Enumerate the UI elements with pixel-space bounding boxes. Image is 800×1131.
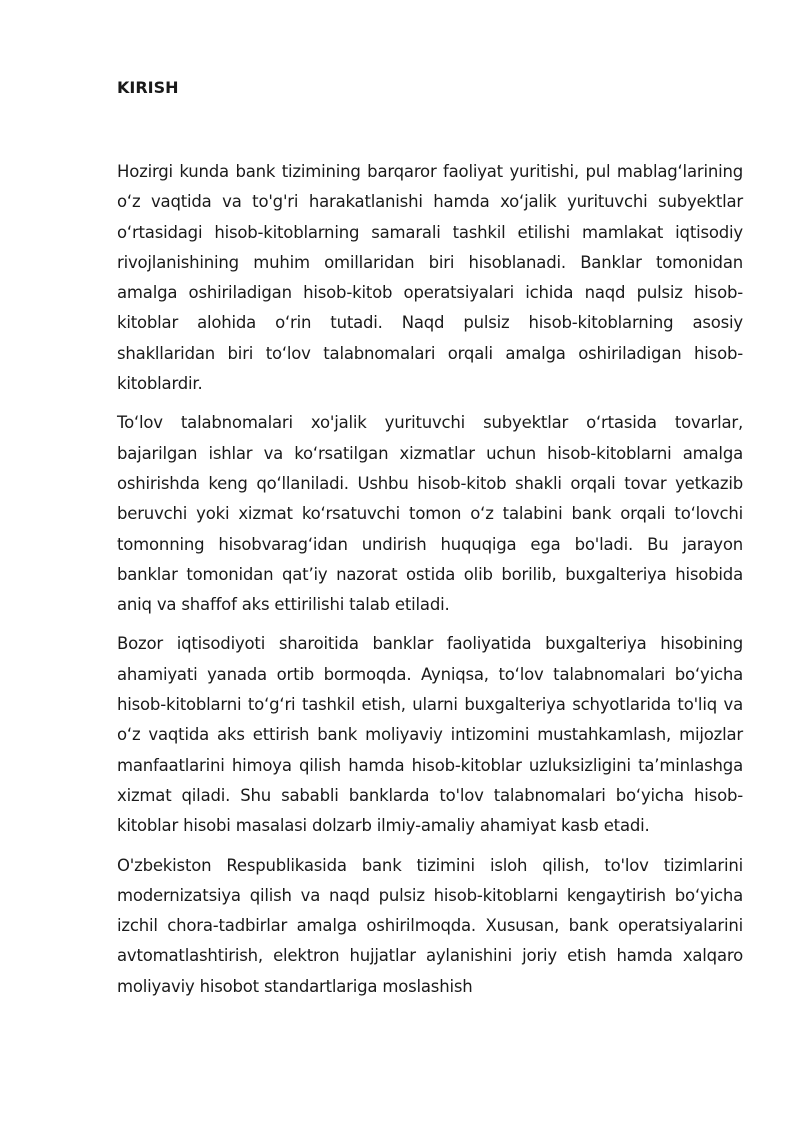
section-heading: KIRISH bbox=[117, 78, 179, 97]
paragraph: Bozor iqtisodiyoti sharoitida banklar faoliyatida buxgalteriya hisobining ahamiyati yanada ortib bormoqda. Ayniqsa, to‘lov talabnomalari bo‘yicha hisob-kitoblarni to‘g‘ri tashkil etish, ularni buxgalteriya schyotlarida to'liq va o‘z vaqtida aks ettirish bank moliyaviy intizomini mustahkamlash, mijozlar manfaatlarini himoya qilish hamda hisob-kitoblar uzluksizligini ta’minlashga xizmat qiladi. Shu sababli banklarda to'lov talabnomalari bo‘yicha hisob-kitoblar hisobi masalasi dolzarb ilmiy-amaliy ahamiyat kasb etadi. bbox=[117, 634, 743, 836]
paragraph: To‘lov talabnomalari xo'jalik yurituvchi subyektlar o‘rtasida tovarlar, bajarilgan ishlar va ko‘rsatilgan xizmatlar uchun hisob-kitoblarni amalga oshirishda keng qo‘llaniladi. Ushbu hisob-kitob shakli orqali tovar yetkazib beruvchi yoki xizmat ko‘rsatuvchi tomon o‘z talabini bank orqali to‘lovchi tomonning hisobvarag‘idan undirish huquqiga ega bo'ladi. Bu jarayon banklar tomonidan qat’iy nazorat ostida olib borilib, buxgalteriya hisobida aniq va shaffof aks ettirilishi talab etiladi. bbox=[117, 413, 743, 615]
paragraph: Hozirgi kunda bank tizimining barqaror faoliyat yuritishi, pul mablag‘larining o‘z vaqtida va to'g'ri harakatlanishi hamda xo‘jalik yurituvchi subyektlar o‘rtasidagi hisob-kitoblarning samarali tashkil etilishi mamlakat iqtisodiy rivojlanishining muhim omillaridan biri hisoblanadi. Banklar tomonidan amalga oshiriladigan hisob-kitob operatsiyalari ichida naqd pulsiz hisob-kitoblar alohida o‘rin tutadi. Naqd pulsiz hisob-kitoblarning asosiy shakllaridan biri to‘lov talabnomalari orqali amalga oshiriladigan hisob-kitoblardir. bbox=[117, 162, 743, 394]
body-text bbox=[117, 157, 743, 1011]
paragraph: O'zbekiston Respublikasida bank tizimini isloh qilish, to'lov tizimlarini modernizatsiya qilish va naqd pulsiz hisob-kitoblarni kengaytirish bo‘yicha izchil chora-tadbirlar amalga oshirilmoqda. Xususan, bank operatsiyalarini avtomatlashtirish, elektron hujjatlar aylanishini joriy etish hamda xalqaro moliyaviy hisobot standartlariga moslashish bbox=[117, 855, 743, 996]
